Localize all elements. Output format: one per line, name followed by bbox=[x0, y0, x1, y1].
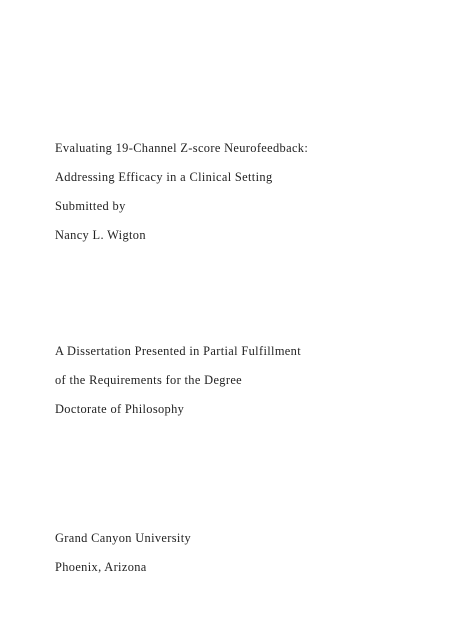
author-name: Nancy L. Wigton bbox=[55, 228, 146, 242]
statement-line-2: of the Requirements for the Degree bbox=[55, 373, 243, 387]
title-line-2: Addressing Efficacy in a Clinical Setting bbox=[55, 170, 273, 184]
statement-line-1: A Dissertation Presented in Partial Fulfillment bbox=[55, 344, 301, 358]
submitted-by-label: Submitted by bbox=[55, 199, 126, 213]
institution-location: Phoenix, Arizona bbox=[55, 560, 147, 574]
degree-name: Doctorate of Philosophy bbox=[55, 402, 185, 416]
title-line-1: Evaluating 19-Channel Z-score Neurofeedback: bbox=[55, 141, 309, 155]
institution-name: Grand Canyon University bbox=[55, 531, 192, 545]
